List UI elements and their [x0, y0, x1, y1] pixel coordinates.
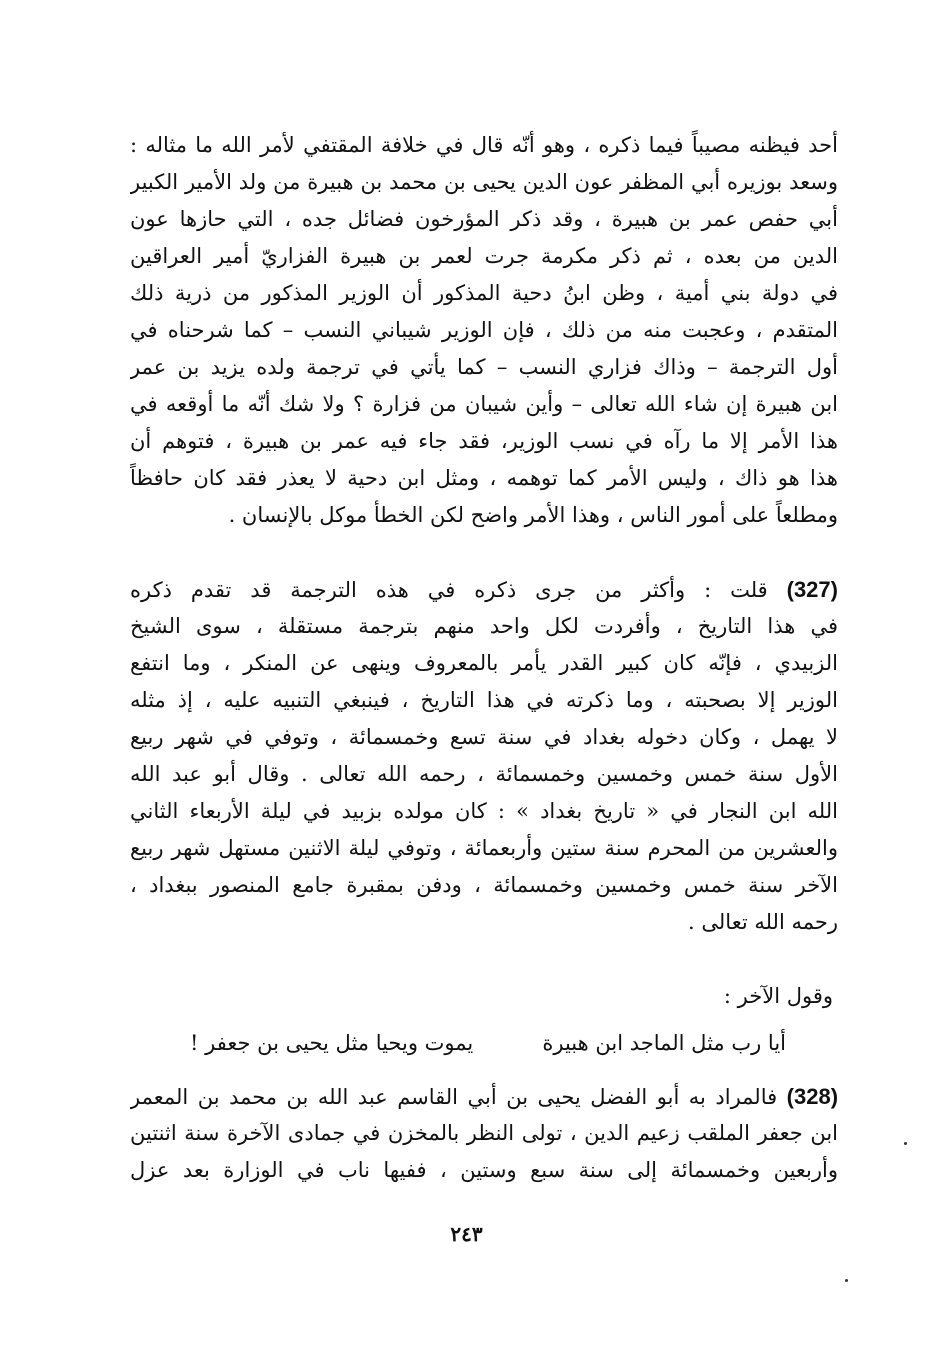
text-line: هذا هو ذاك ، وليس الأمر كما توهمه ، ومثل ابن دحية لا يعذر فقد كان حافظاً	[130, 466, 838, 490]
text-line-numbered	[130, 571, 838, 608]
paragraph-continuation	[130, 127, 838, 534]
text-line: وأربعين وخمسمائة إلى سنة سبع وستين ، ففيها ناب في الوزارة بعد عزل	[130, 1158, 838, 1182]
page-number: ٢٤٣	[450, 1222, 483, 1246]
verse-second-hemistich: يموت ويحيا مثل يحيى بن جعفر !	[190, 1031, 474, 1055]
text-line: الوزير إلا بصحبته ، وما ذكرته في هذا التاريخ ، فينبغي التنبيه عليه ، إذ مثله	[130, 688, 838, 712]
text-span: فالمراد به أبو الفضل يحيى بن أبي القاسم عبد الله بن محمد بن المعمر	[130, 1085, 778, 1109]
verse-first-hemistich: أيا رب مثل الماجد ابن هبيرة	[542, 1031, 786, 1055]
scan-speck	[845, 1279, 848, 1282]
text-line: الزبيدي ، فإنّه كان كبير القدر يأمر بالمعروف وينهى عن المنكر ، وما انتفع	[130, 651, 838, 675]
paragraph-328	[130, 1078, 838, 1189]
text-line: الدين من بعده ، ثم ذكر مكرمة جرت لعمر بن هبيرة الفزاريّ أمير العراقين	[130, 244, 838, 268]
text-line: هذا الأمر إلا ما رآه في نسب الوزير، فقد جاء فيه عمر بن هبيرة ، فتوهم أن	[130, 429, 838, 453]
text-line: في هذا التاريخ ، وأفردت لكل واحد منهم بترجمة مستقلة ، سوى الشيخ	[130, 614, 838, 638]
poetry-verse	[190, 1023, 786, 1063]
text-line: الأول سنة خمس وخمسين وخمسمائة ، رحمه الله تعالى . وقال أبو عبد الله	[130, 762, 838, 786]
paragraph-327	[130, 571, 838, 941]
text-line: في دولة بني أمية ، وظن ابنُ دحية المذكور أن الوزير المذكور من ذرية ذلك	[130, 281, 838, 305]
text-line: المتقدم ، وعجبت منه من ذلك ، فإن الوزير شيباني النسب – كما شرحناه في	[130, 318, 838, 342]
text-span: قلت : وأكثر من جرى ذكره في هذه الترجمة قد تقدم ذكره	[130, 578, 768, 602]
paragraph-number: (327)	[786, 577, 838, 602]
text-line: الله ابن النجار في « تاريخ بغداد » : كان مولده بزبيد في ليلة الأربعاء الثاني	[130, 799, 838, 823]
scan-speck	[904, 1142, 907, 1145]
quote-intro: وقول الآخر :	[723, 984, 833, 1008]
text-line: وسعد بوزيره أبي المظفر عون الدين يحيى بن محمد بن هبيرة من ولد الأمير الكبير	[130, 170, 838, 194]
text-line: والعشرين من المحرم سنة ستين وأربعمائة ، وتوفي ليلة الاثنين مستهل شهر ربيع	[130, 836, 838, 860]
text-line: أول الترجمة – وذاك فزاري النسب – كما يأتي في ترجمة ولده يزيد بن عمر	[130, 355, 838, 379]
text-line: ومطلعاً على أمور الناس ، وهذا الأمر واضح لكن الخطأ موكل بالإنسان .	[228, 503, 838, 527]
text-line: أحد فيظنه مصيباً فيما ذكره ، وهو أنّه قال في خلافة المقتفي لأمر الله ما مثاله :	[130, 133, 838, 157]
text-line: الآخر سنة خمس وخمسين وخمسمائة ، ودفن بمقبرة جامع المنصور ببغداد ،	[130, 873, 838, 897]
text-line: رحمه الله تعالى .	[688, 910, 838, 934]
text-line: لا يهمل ، وكان دخوله بغداد في سنة تسع وخمسمائة ، وتوفي في شهر ربيع	[130, 725, 838, 749]
paragraph-number: (328)	[786, 1084, 838, 1109]
text-line: أبي حفص عمر بن هبيرة ، وقد ذكر المؤرخون فضائل جده ، التي حازها عون	[130, 207, 838, 231]
text-line: ابن جعفر الملقب زعيم الدين ، تولى النظر بالمخزن في جمادى الآخرة سنة اثنتين	[130, 1121, 838, 1145]
text-line-numbered	[130, 1078, 838, 1115]
text-line: ابن هبيرة إن شاء الله تعالى – وأين شيبان من فزارة ؟ ولا شك أنّه ما أوقعه في	[130, 392, 838, 416]
